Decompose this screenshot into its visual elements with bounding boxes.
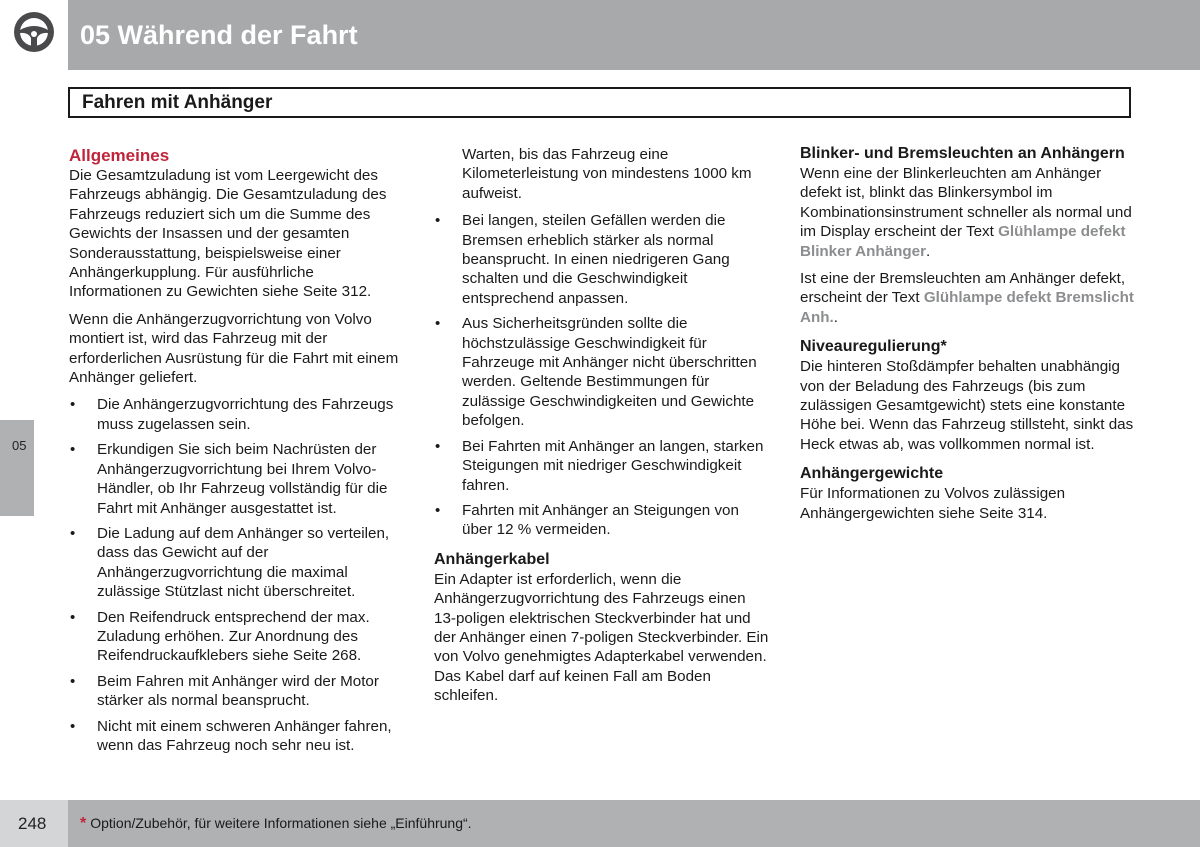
paragraph-continuation: Warten, bis das Fahrzeug eine Kilometerleistung von mindestens 1000 km aufweist. bbox=[462, 146, 752, 202]
paragraph: Für Informationen zu Volvos zulässigen Anhängergewichten siehe Seite 314. bbox=[800, 485, 1066, 522]
list-item: • Beim Fahren mit Anhänger wird der Motor stärker als normal beansprucht. bbox=[69, 672, 409, 711]
paragraph-bremslicht bbox=[800, 269, 1135, 327]
paragraph-text: Ist eine der Bremsleuchten am Anhänger defekt, erscheint der Text bbox=[800, 270, 1126, 307]
paragraph: Die hinteren Stoßdämpfer behalten unabhängig von der Beladung des Fahrzeugs (bis zum zulässigen Gesamtgewicht) stets eine konstante Höhe bei. Wenn das Fahrzeug stillsteht, sinkt das Heck etwas ab, was vollkommen normal ist. bbox=[800, 358, 1134, 453]
side-tab-label: 05 bbox=[12, 438, 27, 453]
list-item: • Nicht mit einem schweren Anhänger fahren, wenn das Fahrzeug noch sehr neu ist. bbox=[69, 717, 409, 756]
page-number: 248 bbox=[18, 814, 47, 833]
list-item: • Erkundigen Sie sich beim Nachrüsten der Anhängerzugvorrichtung bei Ihrem Volvo-Händler, ob Ihr Fahrzeug vollständig für die Fahrt mit Anhänger ausgestattet ist. bbox=[69, 440, 409, 518]
paragraph: Die Gesamtzuladung ist vom Leergewicht des Fahrzeugs abhängig. Die Gesamtzuladung des Fahrzeugs reduziert sich um die Summe des Gewichts der Insassen und der gesamten Sonderausstattung, beispielsweise einer Anhängerkupplung. Für ausführliche Informationen zu Gewichten siehe Seite 312. bbox=[69, 167, 387, 301]
column-2 bbox=[434, 145, 769, 714]
heading-anhaengerkabel: Anhängerkabel bbox=[434, 550, 550, 568]
chapter-title: 05 Während der Fahrt bbox=[80, 20, 358, 50]
chapter-icon-block bbox=[0, 0, 68, 70]
list-item: • Die Ladung auf dem Anhänger so verteilen, dass das Gewicht auf der Anhängerzugvorrichtung die maximal zulässige Stützlast nicht überschreitet. bbox=[69, 524, 409, 602]
paragraph-blinker bbox=[800, 164, 1135, 261]
footnote-star: * bbox=[80, 815, 87, 832]
paragraph-end: . bbox=[926, 242, 931, 260]
display-message: Glühlampe defekt Bremslicht Anh. bbox=[800, 289, 1134, 326]
column-1 bbox=[69, 144, 409, 763]
footnote bbox=[80, 815, 472, 833]
list-item: • Bei langen, steilen Gefällen werden die Bremsen erheblich stärker als normal beansprucht. In einen niedrigeren Gang schalten und die Geschwindigkeit entsprechend anpassen. bbox=[434, 211, 769, 308]
bullet-list bbox=[69, 395, 409, 755]
bullet-list bbox=[434, 211, 769, 540]
list-item: • Bei Fahrten mit Anhänger an langen, starken Steigungen mit niedriger Geschwindigkeit fahren. bbox=[434, 437, 769, 495]
steering-wheel-icon bbox=[12, 10, 56, 54]
list-item: • Die Anhängerzugvorrichtung des Fahrzeugs muss zugelassen sein. bbox=[69, 395, 409, 434]
heading-niveauregulierung: Niveauregulierung* bbox=[800, 338, 947, 356]
heading-anhaengergewichte: Anhängergewichte bbox=[800, 465, 944, 483]
section-title: Fahren mit Anhänger bbox=[82, 92, 273, 113]
paragraph: Ein Adapter ist erforderlich, wenn die Anhängerzugvorrichtung des Fahrzeugs einen 13-poligen elektrischen Steckverbinder hat und der Anhänger einen 7-poligen Steckverbinder. Ein von Volvo genehmigtes Adapterkabel verwenden. Das Kabel darf auf keinen Fall am Boden schleifen. bbox=[434, 570, 769, 705]
list-item: • Fahrten mit Anhänger an Steigungen von über 12 % vermeiden. bbox=[434, 501, 769, 540]
list-item: • Den Reifendruck entsprechend der max. Zuladung erhöhen. Zur Anordnung des Reifendruckaufklebers siehe Seite 268. bbox=[69, 608, 409, 666]
paragraph-text: Wenn eine der Blinkerleuchten am Anhänger defekt ist, blinkt das Blinkersymbol im Kombinationsinstrument schneller als normal und im Display erscheint der Text bbox=[800, 165, 1132, 241]
heading-blinker-bremsleuchten: Blinker- und Bremsleuchten an Anhängern bbox=[800, 145, 1125, 162]
heading-allgemeines: Allgemeines bbox=[69, 146, 170, 165]
paragraph-end: . bbox=[833, 308, 838, 326]
section-title-box bbox=[68, 87, 1131, 118]
chapter-side-tab bbox=[0, 420, 34, 516]
footnote-text: Option/Zubehör, für weitere Informationen siehe „Einführung“. bbox=[90, 815, 472, 831]
list-item: • Aus Sicherheitsgründen sollte die höchstzulässige Geschwindigkeit für Fahrzeuge mit Anhänger nicht überschritten werden. Geltende Bestimmungen für zulässige Geschwindigkeiten und Gewichte befolgen. bbox=[434, 314, 769, 430]
display-message: Glühlampe defekt Blinker Anhänger bbox=[800, 223, 1126, 260]
paragraph: Wenn die Anhängerzugvorrichtung von Volvo montiert ist, wird das Fahrzeug mit der erforderlichen Ausrüstung für die Fahrt mit einem Anhänger geliefert. bbox=[69, 310, 399, 387]
column-3 bbox=[800, 144, 1135, 531]
